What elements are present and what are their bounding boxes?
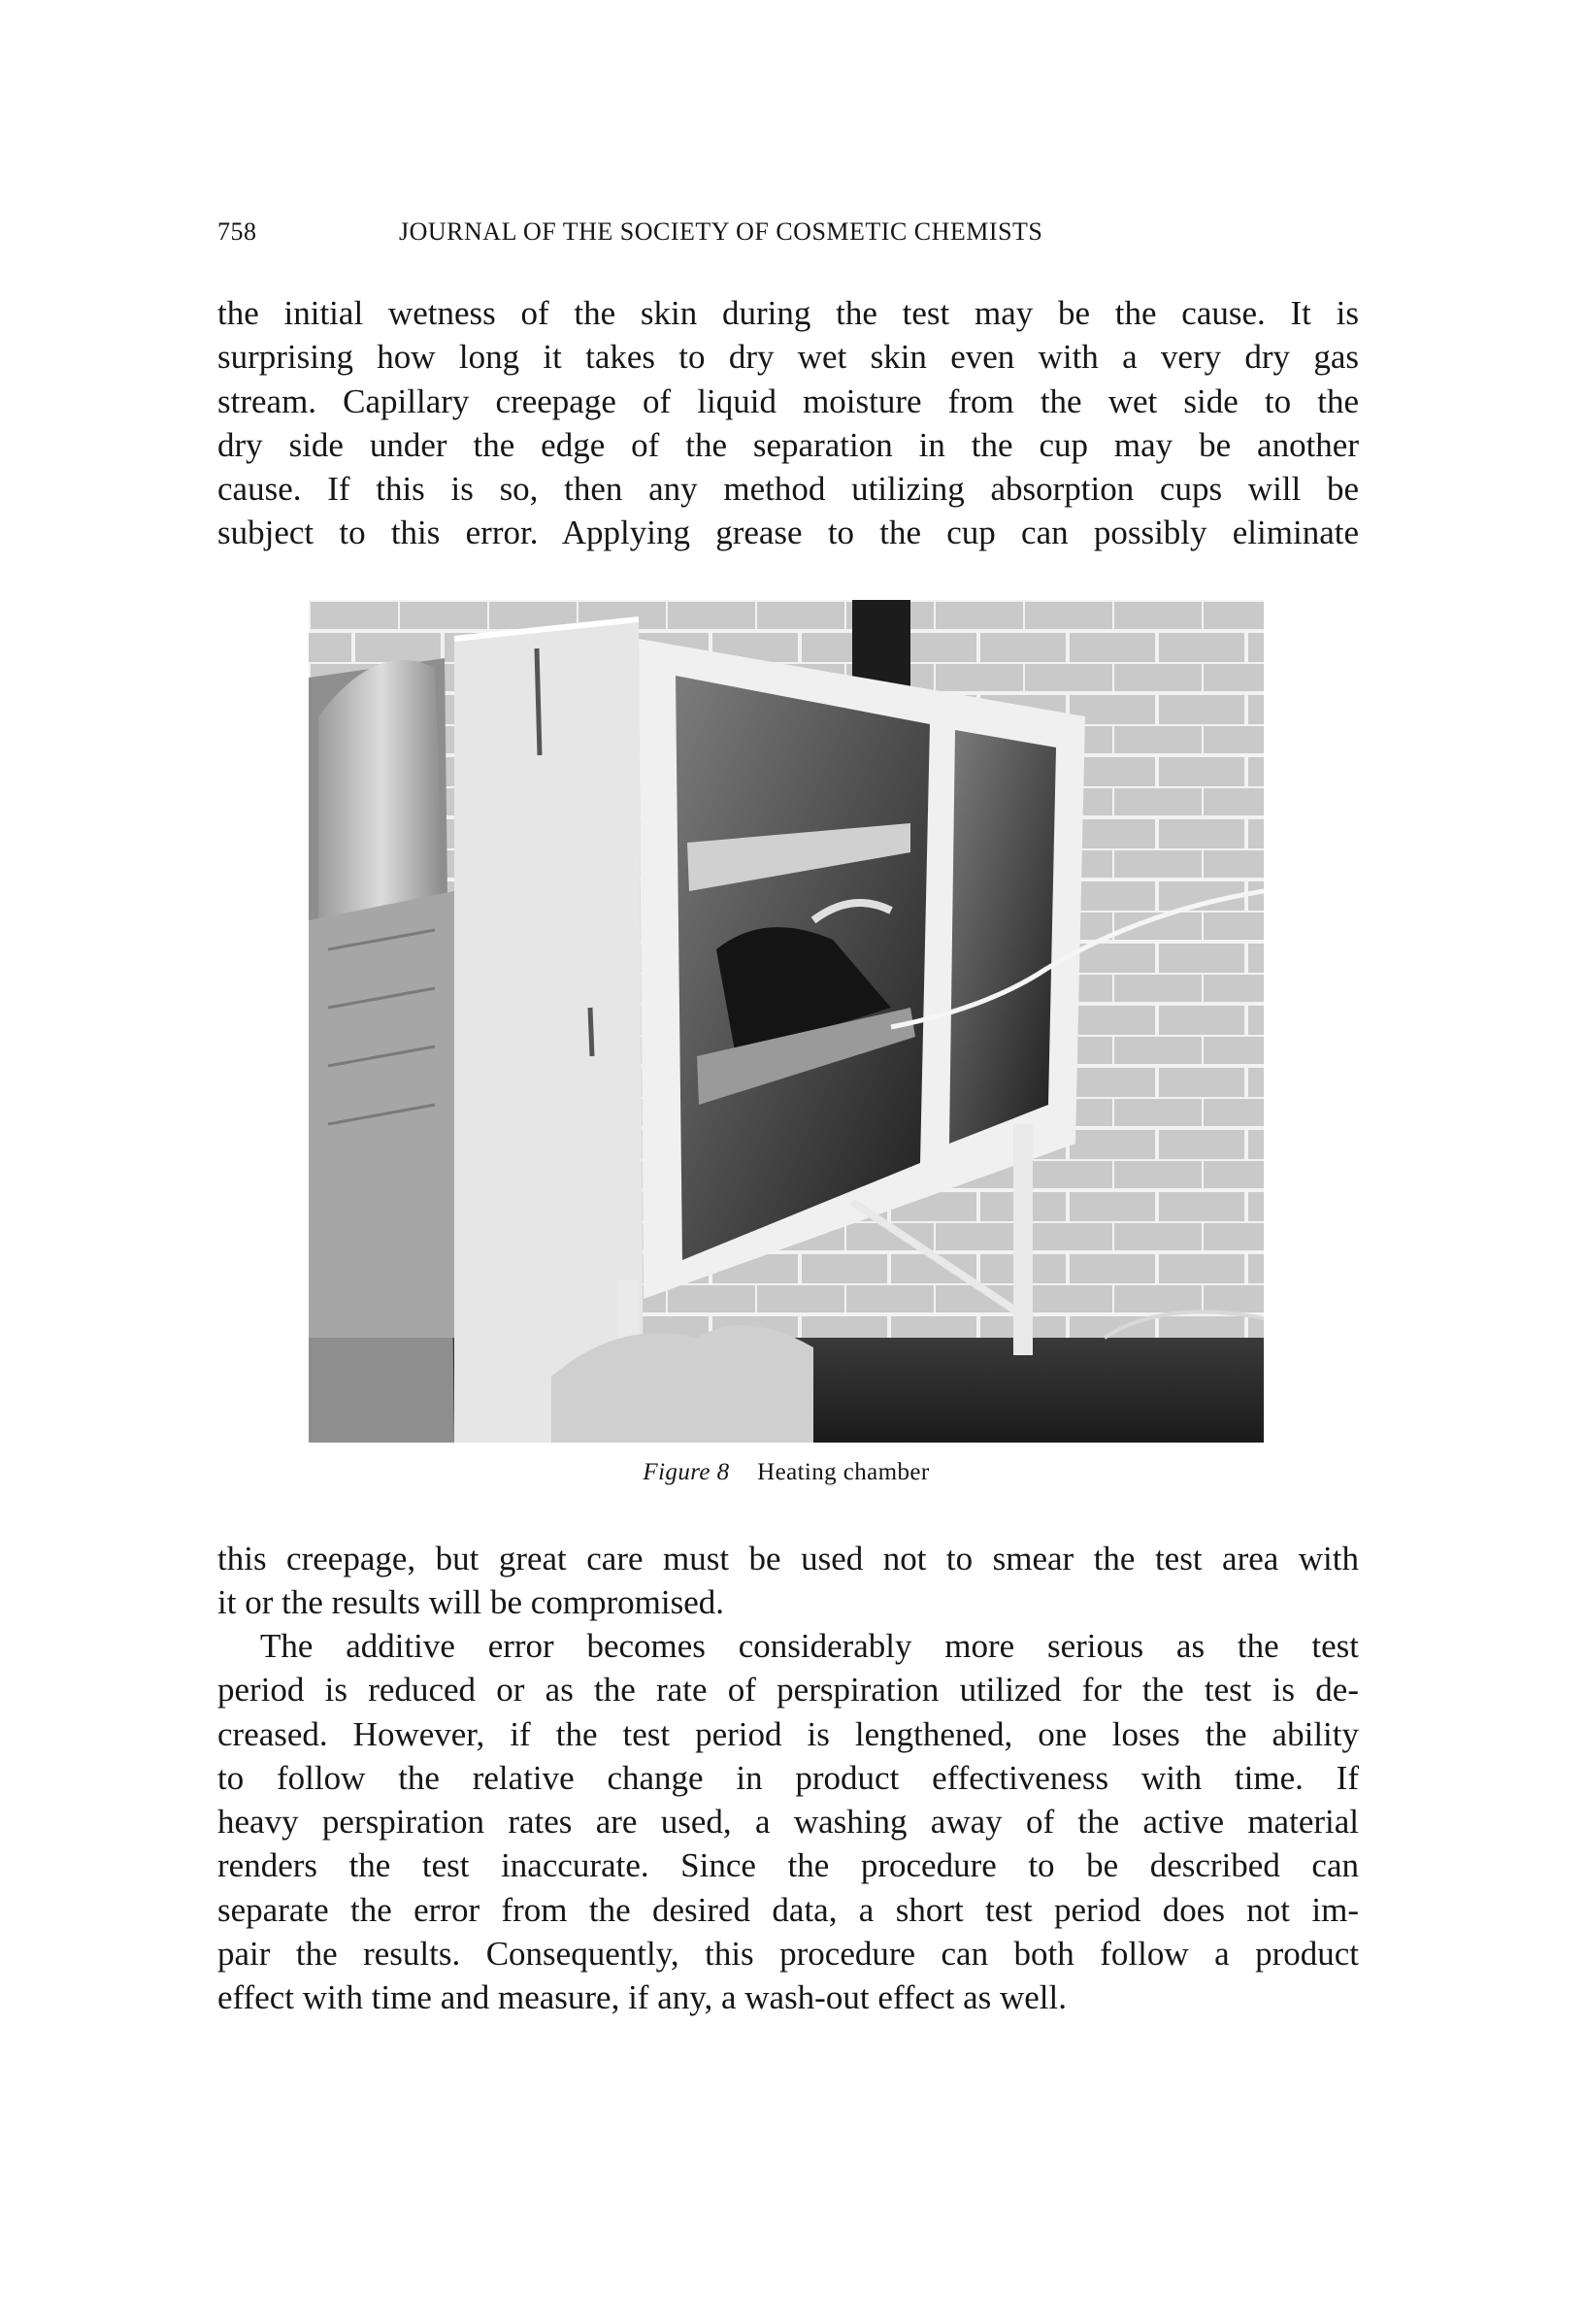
figure-caption bbox=[309, 1459, 1264, 1486]
text-line: cause. If this is so, then any method utilizing absorption cups will be bbox=[217, 470, 1359, 509]
text-line: stream. Capillary creepage of liquid moisture from the wet side to the bbox=[217, 382, 1359, 420]
paragraph-1 bbox=[217, 291, 1359, 555]
text-line: subject to this error. Applying grease to the cup can possibly eliminate bbox=[217, 514, 1359, 552]
text-line: renders the test inaccurate. Since the procedure to be described can bbox=[217, 1846, 1359, 1885]
figure-label: Figure 8 bbox=[643, 1459, 730, 1485]
text-line: to follow the relative change in product effectiveness with time. If bbox=[217, 1758, 1359, 1797]
paragraph-3 bbox=[217, 1624, 1359, 2020]
text-line: this creepage, but great care must be used not to smear the test area with bbox=[217, 1540, 1359, 1577]
text-line: creased. However, if the test period is lengthened, one loses the ability bbox=[217, 1714, 1359, 1753]
text-line: the initial wetness of the skin during the test may be the cause. It is bbox=[217, 294, 1359, 332]
text-line: effect with time and measure, if any, a wash-out effect as well. bbox=[217, 1978, 1067, 2017]
text-line: surprising how long it takes to dry wet skin even with a very dry gas bbox=[217, 338, 1359, 377]
text-line: period is reduced or as the rate of perspiration utilized for the test is de- bbox=[217, 1671, 1359, 1710]
figure-photo bbox=[309, 600, 1264, 1443]
heating-chamber-photo bbox=[309, 600, 1264, 1443]
chamber-side-panel bbox=[454, 619, 644, 1443]
chamber-window-right bbox=[949, 730, 1056, 1144]
text-line: dry side under the edge of the separation in the cup may be another bbox=[217, 425, 1359, 464]
paragraph-2 bbox=[217, 1537, 1359, 1625]
chamber-leg bbox=[1013, 1124, 1033, 1355]
running-head bbox=[217, 217, 1363, 249]
text-line: The additive error becomes considerably more serious as the test bbox=[260, 1627, 1359, 1665]
text-line: it or the results will be compromised. bbox=[217, 1583, 724, 1622]
air-duct bbox=[318, 660, 445, 920]
text-line: pair the results. Consequently, this procedure can both follow a product bbox=[217, 1935, 1359, 1974]
text-line: separate the error from the desired data, a short test period does not im- bbox=[217, 1890, 1359, 1929]
page-number: 758 bbox=[217, 217, 257, 246]
text-line: heavy perspiration rates are used, a washing away of the active material bbox=[217, 1803, 1359, 1842]
journal-title: JOURNAL OF THE SOCIETY OF COSMETIC CHEMISTS bbox=[399, 217, 1043, 246]
figure-caption-text: Heating chamber bbox=[757, 1459, 930, 1485]
